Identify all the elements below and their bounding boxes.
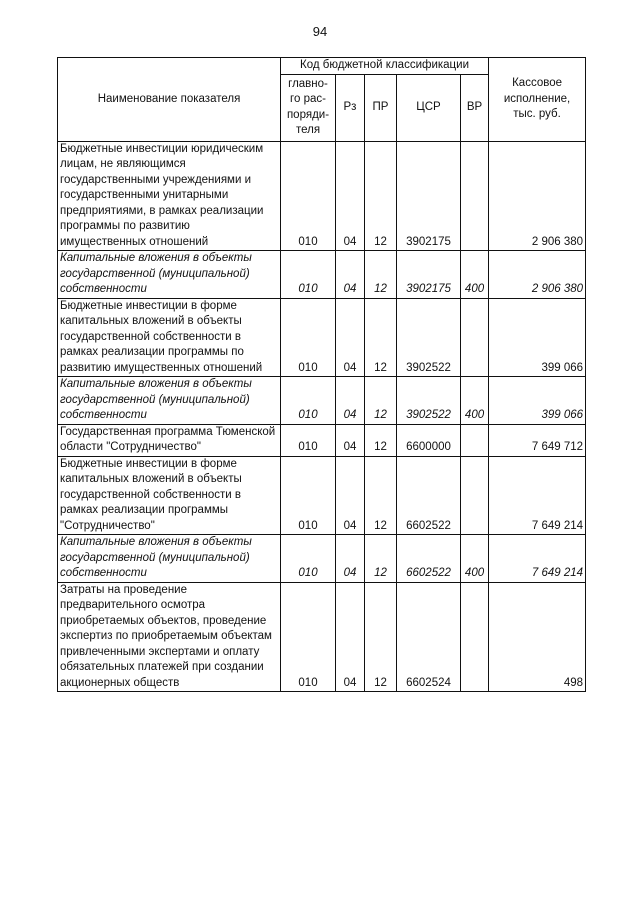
cell-amount: 7 649 712 xyxy=(489,424,586,456)
cell-rz: 04 xyxy=(336,141,365,251)
cell-pr: 12 xyxy=(365,251,397,299)
header-code-group: Код бюджетной классификации xyxy=(281,58,489,75)
cell-csr: 3902175 xyxy=(397,141,461,251)
cell-amount: 399 066 xyxy=(489,377,586,425)
cell-amount: 7 649 214 xyxy=(489,456,586,535)
cell-grbs: 010 xyxy=(281,582,336,692)
cell-csr: 3902522 xyxy=(397,298,461,377)
header-amount: Кассовое исполнение, тыс. руб. xyxy=(489,58,586,142)
cell-rz: 04 xyxy=(336,377,365,425)
cell-csr: 3902175 xyxy=(397,251,461,299)
cell-vr xyxy=(461,456,489,535)
cell-rz: 04 xyxy=(336,251,365,299)
cell-csr: 6602522 xyxy=(397,535,461,583)
cell-pr: 12 xyxy=(365,582,397,692)
cell-rz: 04 xyxy=(336,424,365,456)
table-row xyxy=(58,424,586,456)
table-row xyxy=(58,377,586,425)
cell-vr: 400 xyxy=(461,377,489,425)
cell-grbs: 010 xyxy=(281,298,336,377)
cell-pr: 12 xyxy=(365,298,397,377)
table-row xyxy=(58,535,586,583)
cell-rz: 04 xyxy=(336,582,365,692)
cell-pr: 12 xyxy=(365,456,397,535)
header-vr: ВР xyxy=(461,74,489,141)
cell-rz: 04 xyxy=(336,456,365,535)
cell-grbs: 010 xyxy=(281,377,336,425)
cell-grbs: 010 xyxy=(281,141,336,251)
page-number: 94 xyxy=(312,24,328,39)
cell-name: Бюджетные инвестиции в форме капитальных вложений в объекты государственной собственности в рамках реализации программы "Сотрудничество" xyxy=(58,456,281,535)
cell-vr xyxy=(461,298,489,377)
cell-pr: 12 xyxy=(365,141,397,251)
cell-name: Капитальные вложения в объекты государственной (муниципальной) собственности xyxy=(58,535,281,583)
cell-vr xyxy=(461,424,489,456)
table-row xyxy=(58,582,586,692)
cell-grbs: 010 xyxy=(281,535,336,583)
cell-name: Государственная программа Тюменской области "Сотрудничество" xyxy=(58,424,281,456)
cell-rz: 04 xyxy=(336,298,365,377)
cell-grbs: 010 xyxy=(281,251,336,299)
cell-name: Капитальные вложения в объекты государственной (муниципальной) собственности xyxy=(58,251,281,299)
cell-pr: 12 xyxy=(365,535,397,583)
cell-amount: 2 906 380 xyxy=(489,251,586,299)
table-row xyxy=(58,251,586,299)
cell-csr: 3902522 xyxy=(397,377,461,425)
cell-amount: 399 066 xyxy=(489,298,586,377)
header-grbs: главно-го рас-поряди-теля xyxy=(281,74,336,141)
cell-amount: 7 649 214 xyxy=(489,535,586,583)
cell-grbs: 010 xyxy=(281,424,336,456)
cell-amount: 2 906 380 xyxy=(489,141,586,251)
cell-pr: 12 xyxy=(365,377,397,425)
cell-vr xyxy=(461,141,489,251)
budget-table xyxy=(57,57,586,692)
header-csr: ЦСР xyxy=(397,74,461,141)
cell-name: Капитальные вложения в объекты государственной (муниципальной) собственности xyxy=(58,377,281,425)
cell-csr: 6602524 xyxy=(397,582,461,692)
cell-csr: 6602522 xyxy=(397,456,461,535)
cell-name: Бюджетные инвестиции в форме капитальных вложений в объекты государственной собственности в рамках реализации программы по развитию имущественных отношений xyxy=(58,298,281,377)
header-name: Наименование показателя xyxy=(58,58,281,142)
cell-grbs: 010 xyxy=(281,456,336,535)
cell-vr: 400 xyxy=(461,535,489,583)
table-row xyxy=(58,141,586,251)
header-rz: Рз xyxy=(336,74,365,141)
cell-vr xyxy=(461,582,489,692)
table-row xyxy=(58,456,586,535)
header-pr: ПР xyxy=(365,74,397,141)
cell-csr: 6600000 xyxy=(397,424,461,456)
cell-rz: 04 xyxy=(336,535,365,583)
cell-amount: 498 xyxy=(489,582,586,692)
cell-name: Затраты на проведение предварительного осмотра приобретаемых объектов, проведение экспертиз по приобретаемым объектам привлеченными экспертами и оплату обязательных платежей при создании акционерных обществ xyxy=(58,582,281,692)
cell-vr: 400 xyxy=(461,251,489,299)
cell-name: Бюджетные инвестиции юридическим лицам, не являющимся государственными учреждениями и государственными унитарными предприятиями, в рамках реализации программы по развитию имущественных отношений xyxy=(58,141,281,251)
table-row xyxy=(58,298,586,377)
cell-pr: 12 xyxy=(365,424,397,456)
